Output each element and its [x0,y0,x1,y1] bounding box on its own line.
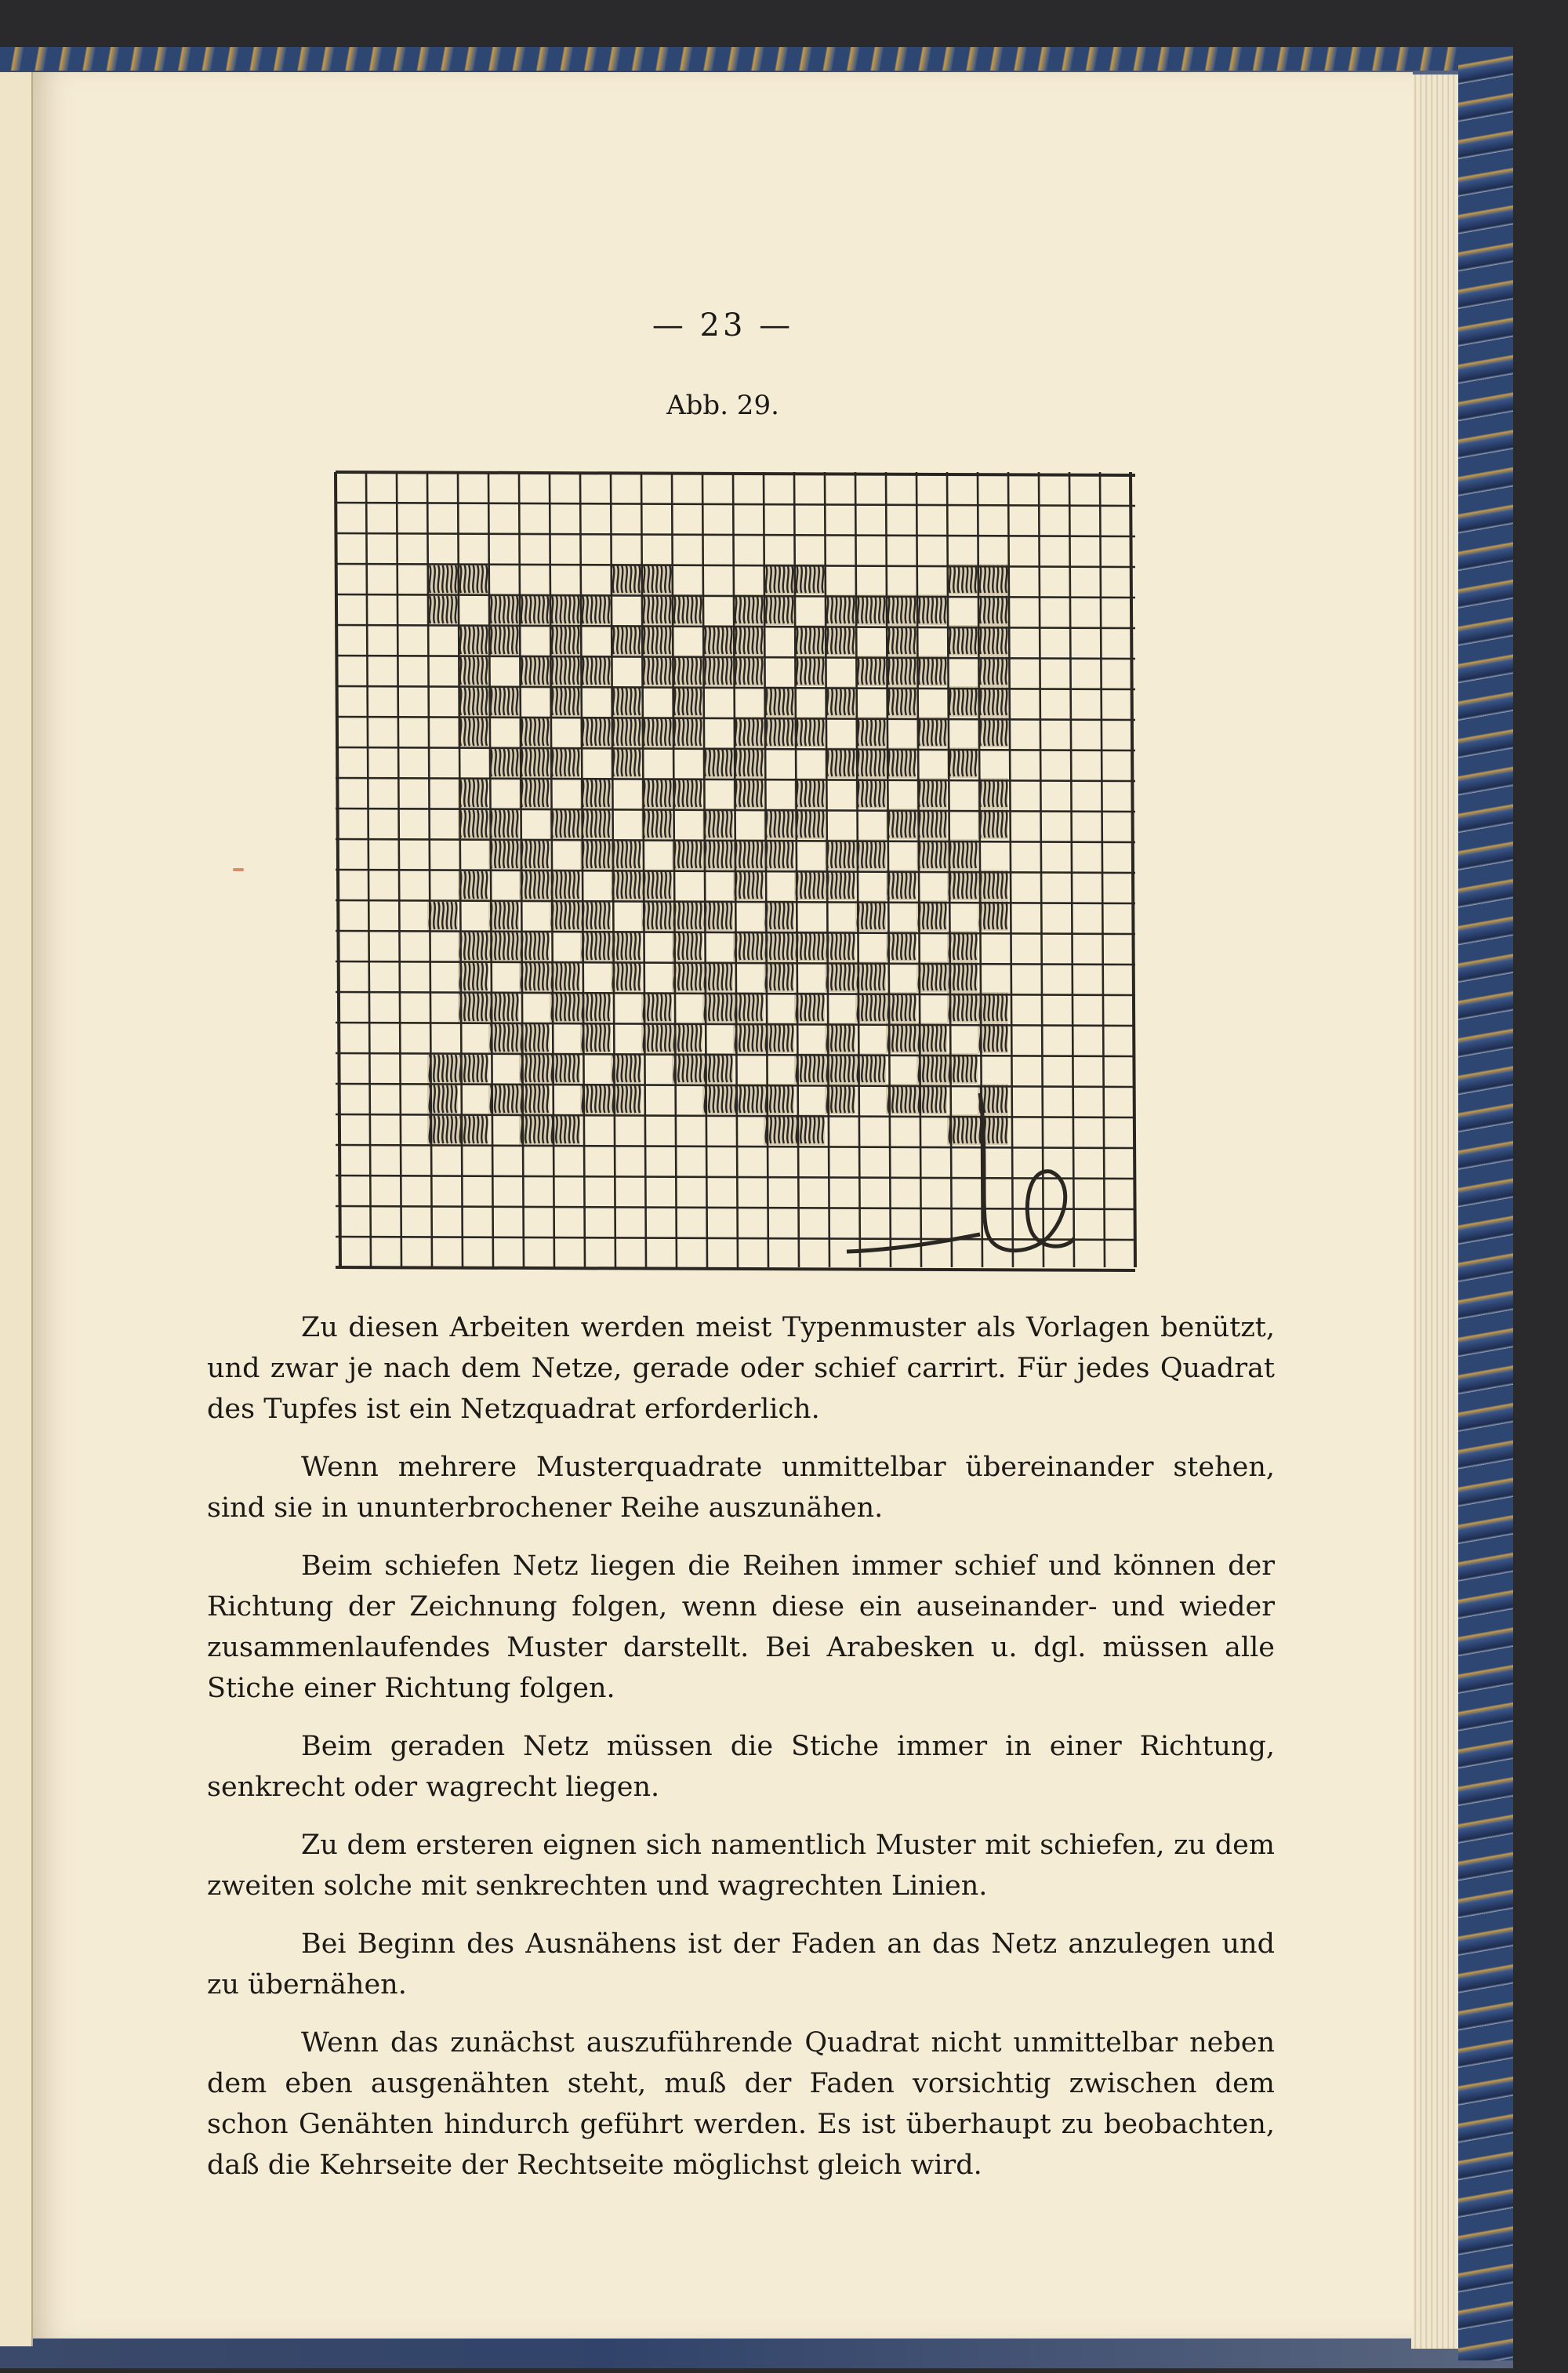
darned-cell [550,625,580,656]
darned-cell [702,839,733,870]
darned-cell [519,1023,550,1053]
darned-cell [825,870,855,900]
darned-cell [550,809,580,839]
darned-cell [794,870,825,900]
darned-cell [641,717,672,747]
darned-cell [580,931,611,961]
darned-cell [427,900,458,931]
darned-cell [672,594,702,625]
darned-cell [641,870,672,900]
darned-cell [916,656,947,686]
darned-cell [825,625,855,656]
darned-cell [672,900,702,931]
darned-cell [672,961,702,992]
paragraph: Beim schiefen Netz liegen die Reihen immer schief und können der Richtung der Zeichnung folgen, wenn diese ein auseinander- und wieder zusammenlaufendes Muster darstellt. Bei Arabesken u. dgl. müssen alle Stiche einer Richtung folgen. [207,1550,1275,1704]
darned-cell [886,594,916,625]
darned-cell [825,1023,855,1053]
darned-cell [916,900,947,931]
paragraph: Beim geraden Netz müssen die Stiche immer in einer Richtung, senkrecht oder wagrecht liegen. [207,1731,1275,1803]
darned-cell [550,747,580,778]
paragraph: Wenn das zunächst auszuführende Quadrat nicht unmittelbar neben dem eben ausgenähten steht, muß der Faden vorsichtig zwischen dem schon Genähten hindurch geführt werden. Es ist überhaupt zu beobachten, daß die Kehrseite der Rechtseite möglichst gleich wird. [207,2027,1275,2181]
darned-cell [458,870,488,900]
darned-cell [641,656,672,686]
darned-cell [702,747,733,778]
darned-cell [458,778,488,809]
paragraph: Zu dem ersteren eignen sich namentlich Muster mit schiefen, zu dem zweiten solche mit senkrechten und wagrechten Linien. [207,1830,1275,1902]
darned-cell [886,625,916,656]
darned-cell [611,747,641,778]
darned-cell [825,839,855,870]
darned-cell [794,931,825,961]
darned-cell [580,900,611,931]
darned-cell [886,809,916,839]
darned-cell [519,656,550,686]
darned-cell [794,717,825,747]
darned-cell [886,1023,916,1053]
grid-line-horizontal [336,1267,1135,1270]
darned-cell [519,594,550,625]
darned-cell [947,992,978,1023]
darned-cell [611,717,641,747]
darned-cell [886,656,916,686]
darned-cell [978,564,1008,594]
darned-cell [611,961,641,992]
darned-cell [764,839,794,870]
darned-cell [458,564,488,594]
darned-cell [733,594,764,625]
darned-cell [916,717,947,747]
darned-cell [611,870,641,900]
darned-cell [672,656,702,686]
darned-cell [702,625,733,656]
darned-cell [886,992,916,1023]
darned-cell [641,594,672,625]
darned-cell [672,778,702,809]
paragraph: Wenn mehrere Musterquadrate unmittelbar übereinander stehen, sind sie in ununterbrochener Reihe auszunähen. [207,1452,1275,1524]
paragraph: Bei Beginn des Ausnähens ist der Faden an das Netz anzulegen und zu übernähen. [207,1928,1275,2001]
marbled-edge-top [0,47,1513,71]
darned-cell [641,778,672,809]
grid-line-horizontal [336,1145,1135,1148]
darned-cell [641,809,672,839]
figure-caption: Abb. 29. [666,390,779,421]
darned-cell [764,594,794,625]
darned-cell [519,839,550,870]
darned-cell [764,686,794,717]
darned-cell [764,900,794,931]
darned-cell [794,625,825,656]
darned-cell [733,931,764,961]
darned-cell [550,870,580,900]
darned-cell [825,961,855,992]
darned-cell [580,992,611,1023]
darned-cell [580,839,611,870]
darned-cell [519,717,550,747]
darned-cell [488,809,519,839]
darned-cell [458,656,488,686]
darned-cell [580,778,611,809]
darned-cell [519,931,550,961]
darned-cell [794,778,825,809]
darned-cell [978,809,1008,839]
darned-cell [488,900,519,931]
darned-cell [764,1023,794,1053]
darned-cell [580,809,611,839]
darned-cell [916,809,947,839]
darned-cell [825,747,855,778]
darned-cell [855,747,886,778]
darned-cell [550,992,580,1023]
darned-cell [458,992,488,1023]
darned-cell [916,594,947,625]
grid-line-horizontal [336,686,1135,689]
darned-cell [702,961,733,992]
paragraph: Zu diesen Arbeiten werden meist Typenmuster als Vorlagen benützt, und zwar je nach dem Netze, gerade oder schief carrirt. Für jedes Quadrat des Tupfes ist ein Netzquadrat erforderlich. [207,1312,1275,1425]
darned-cell [458,625,488,656]
darned-cell [488,931,519,961]
darned-cell [733,717,764,747]
darned-cell [764,931,794,961]
darned-cell [978,625,1008,656]
darned-cell [916,839,947,870]
darned-cell [550,900,580,931]
darned-cell [947,961,978,992]
darned-cell [611,686,641,717]
darned-cell [886,931,916,961]
darned-cell [855,961,886,992]
darned-cell [519,870,550,900]
darned-cell [458,717,488,747]
darned-cell [702,809,733,839]
darned-cell [733,870,764,900]
grid-line-horizontal [336,1237,1135,1240]
darned-cell [488,747,519,778]
darned-cells [427,564,1008,1145]
darned-cell [702,992,733,1023]
body-text [207,1307,1275,2203]
grid-line-horizontal [336,533,1135,536]
darned-cell [916,961,947,992]
darned-cell [764,564,794,594]
darned-cell [672,839,702,870]
darned-cell [978,992,1008,1023]
darned-cell [947,564,978,594]
darned-cell [733,747,764,778]
darned-cell [764,717,794,747]
darned-cell [550,656,580,686]
darned-cell [488,686,519,717]
darned-cell [825,931,855,961]
darned-cell [855,992,886,1023]
darned-cell [672,931,702,961]
darned-cell [794,809,825,839]
darned-cell [947,839,978,870]
darned-cell [611,625,641,656]
grid-line-horizontal [336,503,1135,506]
darned-cell [855,778,886,809]
darned-cell [488,839,519,870]
darned-cell [550,686,580,717]
darned-cell [672,717,702,747]
darned-cell [733,992,764,1023]
darned-cell [672,686,702,717]
darned-cell [916,1023,947,1053]
darned-cell [978,778,1008,809]
darned-cell [978,1023,1008,1053]
darned-cell [764,961,794,992]
darned-cell [702,900,733,931]
darned-cell [978,870,1008,900]
darned-cell [641,992,672,1023]
darned-cell [978,656,1008,686]
darned-cell [733,656,764,686]
darned-cell [825,686,855,717]
darned-cell [641,564,672,594]
darned-cell [519,778,550,809]
darned-cell [458,686,488,717]
darned-cell [947,870,978,900]
darned-cell [794,656,825,686]
darned-cell [978,686,1008,717]
marbled-edge-right [1458,47,1513,2360]
darned-cell [978,717,1008,747]
darned-cell [488,594,519,625]
page-edges [1411,74,1458,2349]
darned-cell [978,900,1008,931]
darned-cell [764,809,794,839]
darned-cell [855,900,886,931]
darned-cell [733,625,764,656]
darned-cell [886,747,916,778]
darned-cell [855,839,886,870]
darned-cell [702,656,733,686]
darned-cell [855,594,886,625]
darned-cell [488,1023,519,1053]
darned-cell [611,931,641,961]
darned-cell [519,961,550,992]
darned-cell [611,564,641,594]
darned-cell [519,747,550,778]
darned-cell [794,992,825,1023]
darned-cell [978,594,1008,625]
darned-cell [855,717,886,747]
darned-cell [580,1023,611,1053]
facing-page-edge [0,72,33,2346]
darned-cell [427,564,458,594]
page-number: — 23 — [652,307,794,343]
darned-cell [641,625,672,656]
grid-line-horizontal [336,1176,1135,1179]
darned-cell [611,839,641,870]
darned-cell [427,594,458,625]
darned-cell [947,931,978,961]
darned-cell [550,961,580,992]
darned-cell [733,1023,764,1053]
page-blemish [233,868,244,871]
darned-cell [672,1023,702,1053]
net-grid-illustration [298,442,1145,1274]
darned-cell [580,594,611,625]
darned-cell [733,839,764,870]
darned-cell [550,594,580,625]
darned-cell [641,900,672,931]
darned-cell [488,992,519,1023]
darned-cell [947,625,978,656]
darned-cell [580,717,611,747]
darned-cell [916,778,947,809]
grid-line-horizontal [336,472,1135,475]
book-page [33,72,1413,2338]
darned-cell [580,656,611,686]
darned-cell [458,961,488,992]
darned-cell [886,870,916,900]
darned-cell [947,747,978,778]
darned-cell [794,564,825,594]
grid-line-horizontal [336,1206,1135,1209]
darned-cell [488,625,519,656]
darned-cell [458,809,488,839]
darned-cell [458,931,488,961]
darned-cell [825,594,855,625]
figure-illustration [298,442,1145,1274]
darned-cell [641,1023,672,1053]
darned-cell [733,778,764,809]
darned-cell [886,686,916,717]
darned-cell [947,686,978,717]
darned-cell [855,656,886,686]
